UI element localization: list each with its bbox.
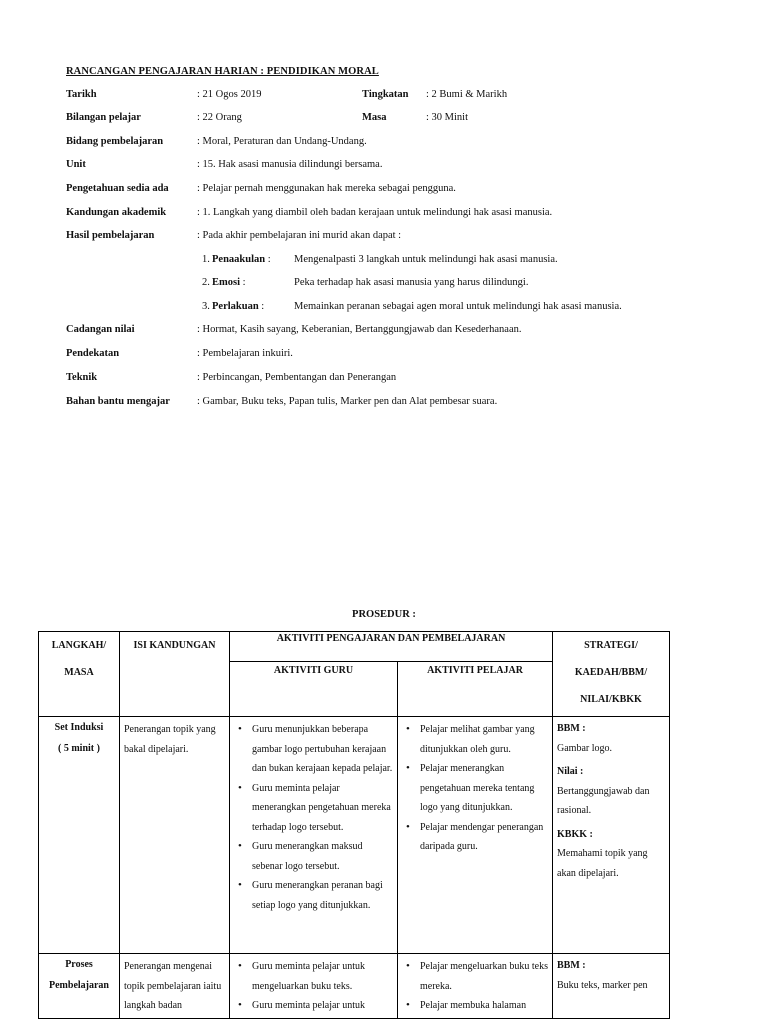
strategi-cell (553, 717, 670, 954)
masa-label: Masa (362, 112, 387, 123)
guru-item: • Guru meminta pelajar menerangkan pengetahuan mereka terhadap logo tersebut. (252, 779, 393, 838)
pelajar-item: • Pelajar menerangkan pengetahuan mereka tentang logo yang ditunjukkan. (420, 759, 548, 818)
info-row-pengetahuan (66, 183, 706, 199)
pelajar-item: • Pelajar mengeluarkan buku teks mereka. (420, 957, 548, 996)
hasil-label: Hasil pembelajaran (66, 230, 155, 241)
guru-item: • Guru menunjukkan beberapa gambar logo pertubuhan kerajaan dan bukan kerajaan kepada pelajar. (252, 720, 393, 779)
isi-cell: Penerangan mengenai topik pembelajaran iaitu langkah badan (120, 954, 230, 1019)
table-header-row (39, 632, 670, 662)
bbm-label: BBM : (557, 723, 586, 734)
header-strategi-line3: NILAI/KBKK (580, 694, 642, 705)
bbm-value: Gambar logo. (557, 742, 612, 754)
step-name: Set Induksi (54, 722, 104, 733)
bidang-value: : Moral, Peraturan dan Undang-Undang. (197, 136, 367, 147)
hasil-item-desc: Peka terhadap hak asasi manusia yang harus dilindungi. (294, 277, 529, 288)
step-cell (39, 717, 120, 954)
info-row-teknik (66, 372, 706, 388)
hasil-item-domain: Emosi : (212, 277, 246, 288)
hasil-item-domain: Perlakuan : (212, 301, 265, 312)
pelajar-list (402, 720, 548, 857)
info-row-kandungan (66, 207, 706, 223)
pelajar-item: • Pelajar melihat gambar yang ditunjukkan oleh guru. (420, 720, 548, 759)
unit-label: Unit (66, 159, 86, 170)
prosedur-table (38, 631, 670, 1019)
bbm-value: Buku teks, marker pen (557, 979, 648, 991)
tarikh-value: : 21 Ogos 2019 (197, 89, 262, 100)
nilai-label: Cadangan nilai (66, 324, 135, 335)
teknik-value: : Perbincangan, Pembentangan dan Penerangan (197, 372, 397, 383)
masa-value: : 30 Minit (426, 112, 469, 123)
hasil-item-number: 3. (202, 301, 210, 312)
nilai-value: Bertanggungjawab dan rasional. (557, 785, 650, 816)
bilangan-label: Bilangan pelajar (66, 112, 141, 123)
isi-cell: Penerangan topik yang bakal dipelajari. (120, 717, 230, 954)
hasil-item-number: 1. (202, 254, 210, 265)
kandungan-label: Kandungan akademik (66, 207, 167, 218)
kandungan-value: : 1. Langkah yang diambil oleh badan kerajaan untuk melindungi hak asasi manusia. (197, 207, 553, 218)
prosedur-heading: PROSEDUR : (352, 609, 416, 620)
pengetahuan-value: : Pelajar pernah menggunakan hak mereka sebagai pengguna. (197, 183, 456, 194)
pendekatan-label: Pendekatan (66, 348, 120, 359)
nilai-value: : Hormat, Kasih sayang, Keberanian, Bertanggungjawab dan Kesederhanaan. (197, 324, 522, 335)
pelajar-cell (398, 954, 553, 1019)
header-langkah (39, 632, 120, 717)
header-strategi (553, 632, 670, 717)
step-duration: ( 5 minit ) (58, 743, 100, 754)
table-row (39, 954, 670, 1019)
info-row-pendekatan (66, 348, 706, 364)
pelajar-list (402, 957, 548, 1016)
tarikh-label: Tarikh (66, 89, 97, 100)
info-row-nilai (66, 324, 706, 340)
strategi-cell (553, 954, 670, 1019)
hasil-item-desc: Mengenalpasti 3 langkah untuk melindungi hak asasi manusia. (294, 254, 558, 265)
kbkk-label: KBKK : (557, 828, 593, 840)
guru-cell (230, 954, 398, 1019)
header-isi (120, 632, 230, 717)
step-name: Proses (65, 959, 93, 970)
header-langkah-line2: MASA (64, 667, 94, 678)
guru-item: • Guru meminta pelajar untuk (252, 996, 393, 1016)
header-pelajar: AKTIVITI PELAJAR (398, 662, 553, 717)
guru-list (234, 957, 393, 1016)
header-aktiviti-label: AKTIVITI PENGAJARAN DAN PEMBELAJARAN (276, 633, 506, 644)
hasil-item-desc: Memainkan peranan sebagai agen moral untuk melindungi hak asasi manusia. (294, 301, 622, 312)
guru-item: • Guru menerangkan maksud sebenar logo tersebut. (252, 837, 393, 876)
hasil-value: : Pada akhir pembelajaran ini murid akan dapat : (197, 230, 402, 241)
bahan-label: Bahan bantu mengajar (66, 396, 170, 407)
pelajar-item: • Pelajar membuka halaman (420, 996, 548, 1016)
header-langkah-line1: LANGKAH/ (51, 640, 107, 651)
info-row-bidang (66, 136, 706, 152)
info-row-bahan (66, 396, 706, 412)
kbkk-value: Memahami topik yang akan dipelajari. (557, 848, 648, 879)
header-strategi-line1: STRATEGI/ (584, 640, 638, 651)
info-row-bilangan (66, 112, 706, 128)
step-cell (39, 954, 120, 1019)
bidang-label: Bidang pembelajaran (66, 136, 164, 147)
document-title: RANCANGAN PENGAJARAN HARIAN : PENDIDIKAN MORAL (66, 66, 379, 77)
tingkatan-value: : 2 Bumi & Marikh (426, 89, 508, 100)
info-row-hasil (66, 230, 706, 246)
pelajar-item: • Pelajar mendengar penerangan daripada guru. (420, 818, 548, 857)
tingkatan-label: Tingkatan (362, 89, 409, 100)
hasil-item-domain: Penaakulan : (212, 254, 271, 265)
step-duration: Pembelajaran (49, 980, 109, 991)
pelajar-cell (398, 717, 553, 954)
header-guru: AKTIVITI GURU (230, 662, 398, 717)
bilangan-value: : 22 Orang (197, 112, 242, 123)
pengetahuan-label: Pengetahuan sedia ada (66, 183, 169, 194)
header-aktiviti (230, 632, 553, 662)
header-strategi-line2: KAEDAH/BBM/ (574, 667, 648, 678)
teknik-label: Teknik (66, 372, 98, 383)
pendekatan-value: : Pembelajaran inkuiri. (197, 348, 293, 359)
guru-item: • Guru menerangkan peranan bagi setiap logo yang ditunjukkan. (252, 876, 393, 915)
guru-item: • Guru meminta pelajar untuk mengeluarkan buku teks. (252, 957, 393, 996)
bahan-value: : Gambar, Buku teks, Papan tulis, Marker pen dan Alat pembesar suara. (197, 396, 498, 407)
header-isi-label: ISI KANDUNGAN (133, 640, 216, 651)
hasil-item-number: 2. (202, 277, 210, 288)
guru-cell (230, 717, 398, 954)
unit-value: : 15. Hak asasi manusia dilindungi bersama. (197, 159, 383, 170)
nilai-label: Nilai : (557, 766, 584, 777)
bbm-label: BBM : (557, 960, 586, 971)
table-row (39, 717, 670, 954)
guru-list (234, 720, 393, 915)
info-row-unit (66, 159, 706, 175)
info-row-tarikh (66, 89, 706, 105)
